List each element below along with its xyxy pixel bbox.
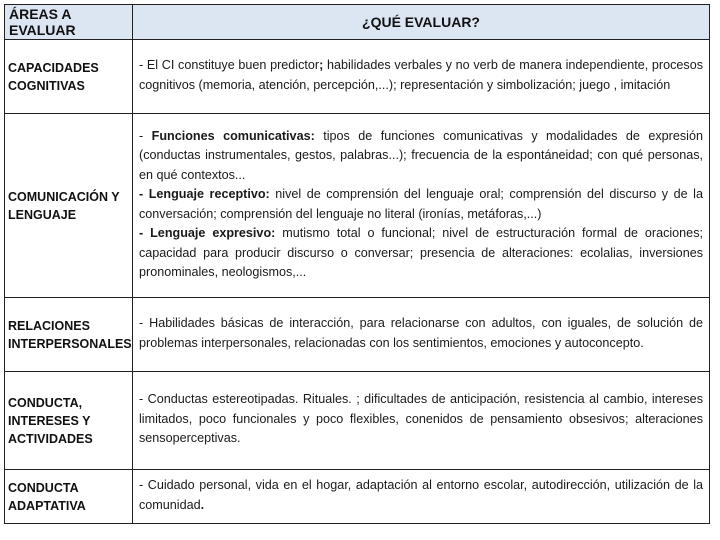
table-row (5, 114, 710, 298)
area-label-line: INTERESES Y (8, 413, 91, 428)
description-bold-text: ; (319, 58, 324, 72)
area-label-line: COGNITIVAS (8, 78, 85, 93)
table-row (5, 470, 710, 524)
description-text: tipos de funciones comunicativas y modalidades de expresión (conductas instrumentales, gestos, palabras...); frecuencia de la espontáneidad; con qué personas, en qué contextos... (139, 128, 703, 182)
description-bold-text: - Lenguaje expresivo: (139, 226, 276, 240)
area-cell (5, 372, 133, 470)
header-what: ¿QUÉ EVALUAR? (133, 5, 710, 40)
table-row (5, 372, 710, 470)
area-cell (5, 470, 133, 524)
table-body (5, 40, 710, 524)
area-label-line: CAPACIDADES (8, 60, 99, 75)
description-text: - Habilidades básicas de interacción, para relacionarse con adultos, con iguales, de solución de problemas interpersonales, relacionadas con los sentimientos, emociones y autoconcepto. (139, 316, 703, 350)
description-text: - El CI constituye buen predictor (139, 58, 320, 72)
description-text: nivel de comprensión del lenguaje oral; comprensión del discurso y de la conversación; comprensión del lenguaje no literal (ironías, metáforas,...) (139, 187, 703, 221)
area-label-line: INTERPERSONALES (8, 336, 132, 351)
description-cell (133, 470, 710, 524)
description-bold-text: - Lenguaje receptivo: (139, 187, 270, 201)
area-label-line: COMUNICACIÓN Y (8, 189, 120, 204)
table-header-row (5, 5, 710, 40)
evaluation-table (4, 4, 710, 524)
area-label-line: ACTIVIDADES (8, 431, 93, 446)
table-row (5, 40, 710, 114)
description-text: - Conductas estereotipadas. Rituales. ; dificultades de anticipación, resistencia al cambio, intereses limitados, poco funcionales y poco flexibles, conenidos de pensamiento obsesivos; alteraciones sensoperceptivas. (139, 392, 703, 446)
area-cell (5, 114, 133, 298)
area-label-line: ADAPTATIVA (8, 498, 86, 513)
header-areas: ÁREAS A EVALUAR (5, 5, 133, 40)
description-cell (133, 40, 710, 114)
description-bold-text: Funciones comunicativas: (151, 128, 315, 143)
area-cell (5, 298, 133, 372)
description-text: habilidades verbales y no verb de manera independiente, procesos cognitivos (memoria, atención, percepción,...); representación y simbolización; juego , imitación (139, 58, 703, 92)
description-bold-text: . (200, 497, 205, 512)
area-label-line: LENGUAJE (8, 207, 77, 222)
table-row (5, 298, 710, 372)
area-label-line: CONDUCTA (8, 480, 79, 495)
description-cell (133, 298, 710, 372)
description-text: - (139, 128, 152, 143)
area-label-line: CONDUCTA, (8, 395, 83, 410)
description-cell (133, 114, 710, 298)
area-label-line: RELACIONES (8, 318, 90, 333)
description-text: - Cuidado personal, vida en el hogar, adaptación al entorno escolar, autodirección, utilización de la comunidad (139, 478, 703, 512)
area-cell (5, 40, 133, 114)
description-text: mutismo total o funcional; nivel de estructuración formal de oraciones; capacidad para producir discurso o conversar; presencia de alteraciones: ecolalias, inversiones pronominales, neologismos,... (139, 226, 703, 279)
description-cell (133, 372, 710, 470)
